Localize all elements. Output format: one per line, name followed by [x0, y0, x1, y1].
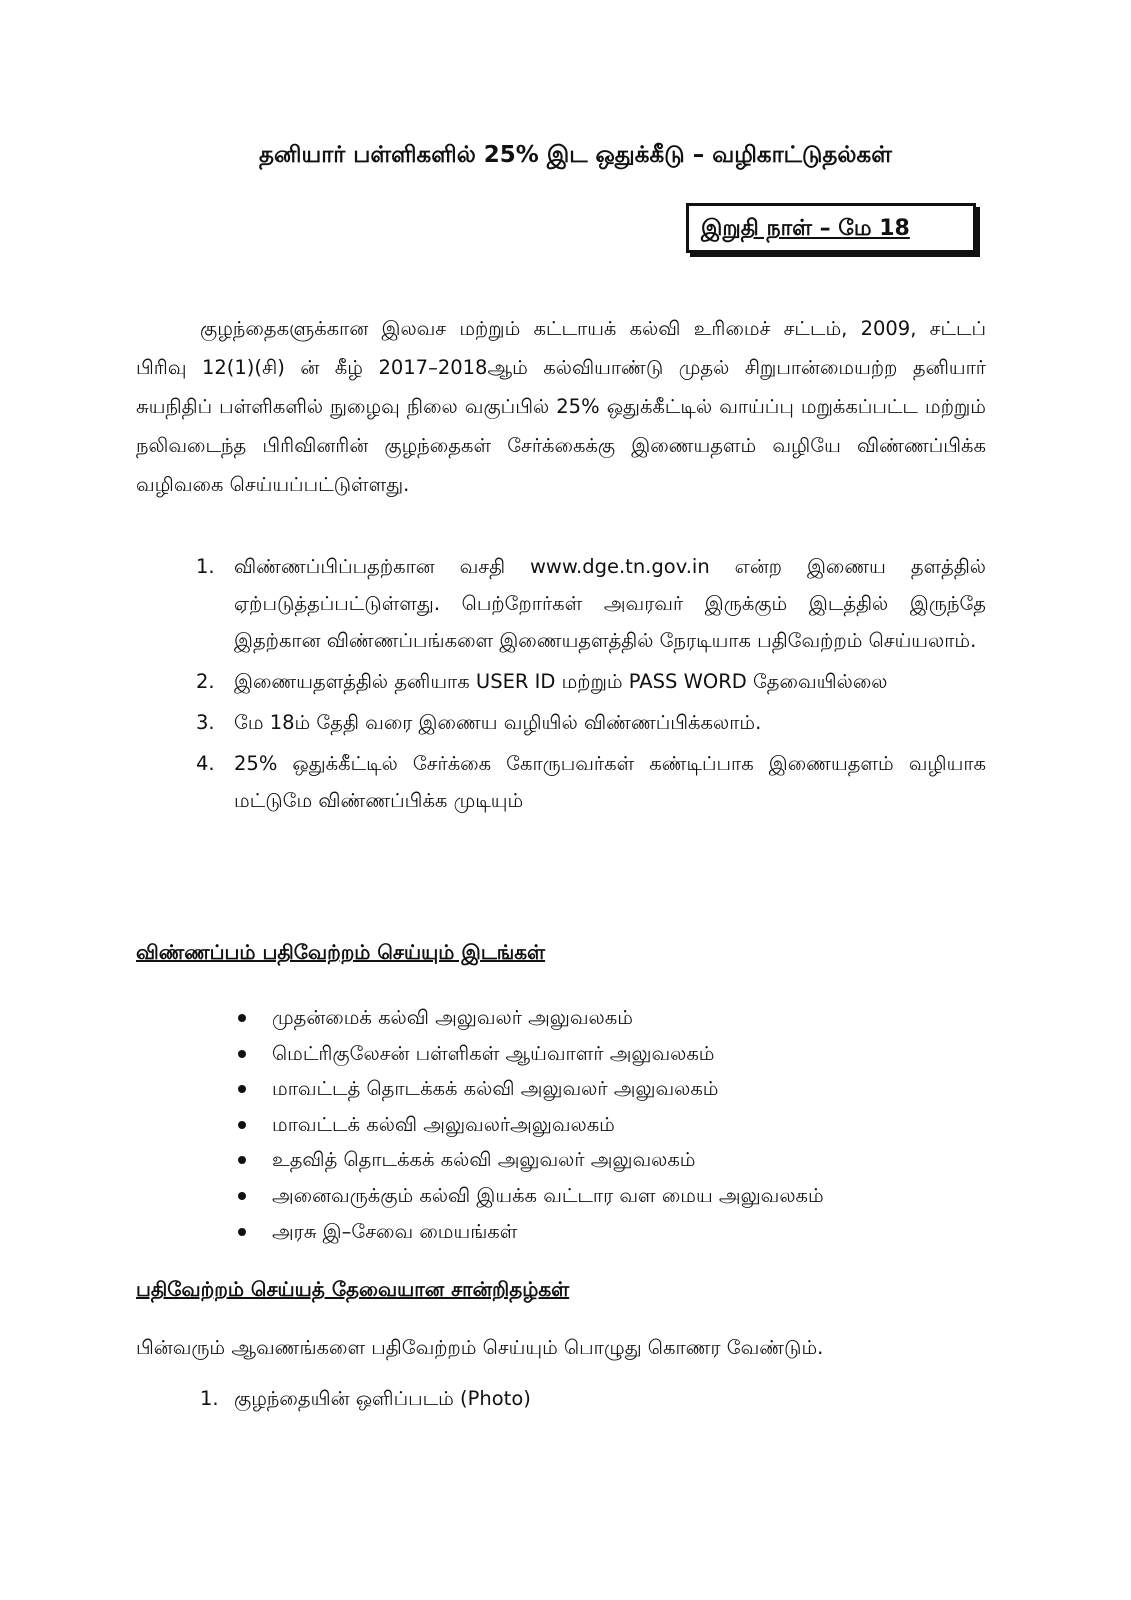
list-item-text: உதவித் தொடக்கக் கல்வி அலுவலர் அலுவலகம்: [272, 1148, 696, 1172]
list-item: [196, 745, 986, 819]
list-item-text: இணையதளத்தில் தனியாக USER ID மற்றும் PASS WORD தேவையில்லை: [234, 670, 888, 693]
list-item-text: அரசு இ–சேவை மையங்கள்: [272, 1219, 518, 1243]
deadline-box: [686, 203, 976, 253]
list-number: 3.: [196, 711, 215, 734]
list-item: [200, 1387, 531, 1413]
list-item-text: விண்ணப்பிப்பதற்கான வசதி www.dge.tn.gov.in என்ற இணைய தளத்தில் ஏற்படுத்தப்பட்டுள்ளது. பெற்றோர்கள் அவரவர் இருக்கும் இடத்தில் இருந்தே இதற்கான விண்ணப்பங்களை இணையதளத்தில் நேரடியாக பதிவேற்றம் செய்யலாம்.: [234, 555, 986, 652]
list-item: [236, 1036, 824, 1072]
bullet-icon: [238, 1228, 246, 1236]
docs-heading: பதிவேற்றம் செய்யத் தேவையான சான்றிதழ்கள்: [136, 1277, 570, 1301]
list-item-text: மெட்ரிகுலேசன் பள்ளிகள் ஆய்வாளர் அலுவலகம்: [272, 1041, 715, 1065]
list-number: 4.: [196, 752, 215, 775]
deadline-text: இறுதி நாள் – மே 18: [701, 216, 910, 241]
list-item: [196, 704, 986, 741]
list-item: [196, 663, 986, 700]
bullet-icon: [238, 1014, 246, 1022]
bullet-icon: [238, 1121, 246, 1129]
list-item-text: 25% ஒதுக்கீட்டில் சேர்க்கை கோருபவர்கள் கண்டிப்பாக இணையதளம் வழியாக மட்டுமே விண்ணப்பிக்க முடியும்: [234, 752, 986, 812]
list-item: [236, 1000, 824, 1036]
places-heading: விண்ணப்பம் பதிவேற்றம் செய்யும் இடங்கள்: [136, 940, 546, 964]
list-item: [196, 548, 986, 659]
list-item-text: மே 18ம் தேதி வரை இணைய வழியில் விண்ணப்பிக்கலாம்.: [234, 711, 762, 734]
bullet-icon: [238, 1156, 246, 1164]
bullet-icon: [238, 1085, 246, 1093]
list-item: [236, 1178, 824, 1214]
list-number: 1.: [200, 1387, 219, 1410]
list-item: [236, 1142, 824, 1178]
bullet-icon: [238, 1192, 246, 1200]
page-title: தனியார் பள்ளிகளில் 25% இட ஒதுக்கீடு – வழிகாட்டுதல்கள்: [259, 142, 892, 168]
list-item-text: மாவட்டத் தொடக்கக் கல்வி அலுவலர் அலுவலகம்: [272, 1077, 719, 1101]
intro-paragraph: குழந்தைகளுக்கான இலவச மற்றும் கட்டாயக் கல்வி உரிமைச் சட்டம், 2009, சட்டப் பிரிவு 12(1)(சி) ன் கீழ் 2017–2018ஆம் கல்வியாண்டு முதல் சிறுபான்மையற்ற தனியார் சுயநிதிப் பள்ளிகளில் நுழைவு நிலை வகுப்பில் 25% ஒதுக்கீட்டில் வாய்ப்பு மறுக்கப்பட்ட மற்றும் நலிவடைந்த பிரிவினரின் குழந்தைகள் சேர்க்கைக்கு இணையதளம் வழியே விண்ணப்பிக்க வழிவகை செய்யப்பட்டுள்ளது.: [136, 317, 986, 496]
list-item-text: மாவட்டக் கல்வி அலுவலர்அலுவலகம்: [272, 1112, 615, 1136]
bullet-icon: [238, 1050, 246, 1058]
list-item: [236, 1071, 824, 1107]
docs-intro: பின்வரும் ஆவணங்களை பதிவேற்றம் செய்யும் பொழுது கொணர வேண்டும்.: [136, 1336, 824, 1359]
list-number: 2.: [196, 670, 215, 693]
steps-list: [196, 548, 986, 823]
list-item-text: குழந்தையின் ஒளிப்படம் (Photo): [234, 1387, 531, 1410]
list-item-text: அனைவருக்கும் கல்வி இயக்க வட்டார வள மைய அலுவலகம்: [272, 1183, 824, 1207]
list-number: 1.: [196, 555, 215, 578]
list-item-text: முதன்மைக் கல்வி அலுவலர் அலுவலகம்: [272, 1006, 633, 1029]
places-list: [236, 1000, 824, 1249]
list-item: [236, 1107, 824, 1143]
list-item: [236, 1214, 824, 1250]
